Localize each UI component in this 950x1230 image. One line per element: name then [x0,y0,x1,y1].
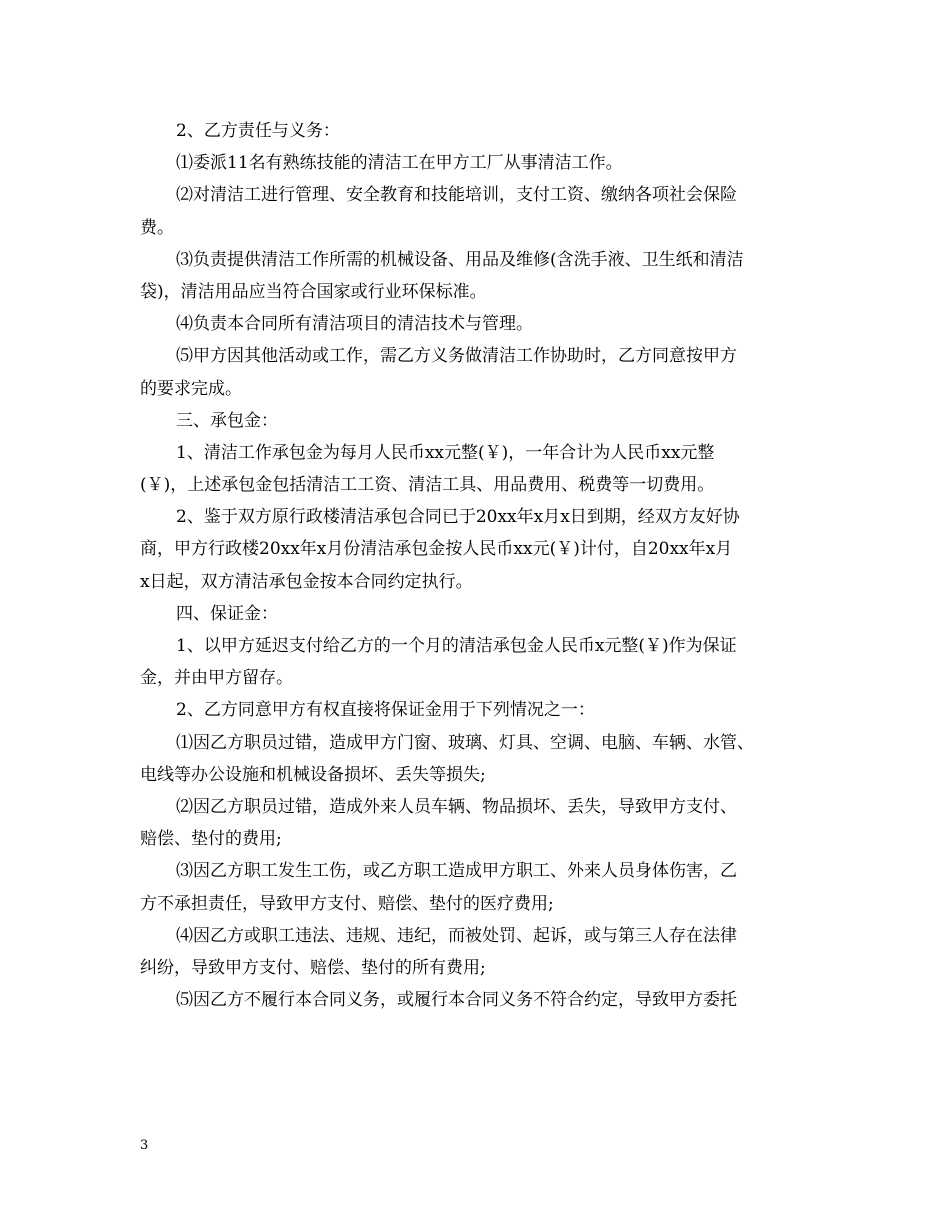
paragraph-line: 四、保证金： [176,603,278,624]
paragraph [140,791,820,855]
paragraph-line: 三、承包金： [176,410,278,431]
paragraph-line: (￥)，上述承包金包括清洁工工资、清洁工具、用品费用、税费等一切费用。 [140,475,715,496]
paragraph-line: ⑴因乙方职员过错，造成甲方门窗、玻璃、灯具、空调、电脑、车辆、水管、 [176,732,754,753]
paragraph-line: 赔偿、垫付的费用; [140,829,282,850]
paragraph-line: ⑸甲方因其他活动或工作，需乙方义务做清洁工作协助时，乙方同意按甲方 [176,346,737,367]
paragraph-line: 纠纷，导致甲方支付、赔偿、垫付的所有费用; [140,957,486,978]
paragraph [140,340,820,404]
paragraph [140,920,820,984]
paragraph-line: ⑶负责提供清洁工作所需的机械设备、用品及维修(含洗手液、卫生纸和清洁 [176,249,744,270]
paragraph-line: 2、乙方责任与义务： [176,121,340,141]
paragraph [140,308,820,340]
paragraph [140,147,820,179]
paragraph [140,179,820,243]
paragraph-line: 1、清洁工作承包金为每月人民币xx元整(￥)，一年合计为人民币xx元整 [176,442,715,463]
paragraph-line: 费。 [140,217,174,238]
paragraph-line: ⑵因乙方职员过错，造成外来人员车辆、物品损坏、丢失，导致甲方支付、 [176,796,737,817]
paragraph-line: ⑷因乙方或职工违法、违规、违纪，而被处罚、起诉，或与第三人存在法律 [176,925,737,946]
paragraph-line: 的要求完成。 [140,378,242,399]
paragraph-line: ⑷负责本合同所有清洁项目的清洁技术与管理。 [176,314,533,335]
paragraph-line: 2、乙方同意甲方有权直接将保证金用于下列情况之一： [176,700,595,721]
paragraph [140,437,820,501]
paragraph-line: ⑸因乙方不履行本合同义务，或履行本合同义务不符合约定，导致甲方委托 [176,990,737,1011]
paragraph [140,244,820,308]
paragraph-line: 方不承担责任，导致甲方支付、赔偿、垫付的医疗费用; [140,893,554,914]
paragraph-line: 金，并由甲方留存。 [140,668,293,689]
paragraph [140,598,820,630]
paragraph-line: ⑴委派11名有熟练技能的清洁工在甲方工厂从事清洁工作。 [176,153,623,174]
paragraph-line: ⑶因乙方职工发生工伤，或乙方职工造成甲方职工、外来人员身体伤害，乙 [176,861,737,882]
paragraph [140,694,820,726]
paragraph-line: 1、以甲方延迟支付给乙方的一个月的清洁承包金人民币x元整(￥)作为保证 [176,636,737,656]
paragraph-line: 袋)，清洁用品应当符合国家或行业环保标准。 [140,281,487,302]
paragraph [140,727,820,791]
paragraph [140,630,820,694]
paragraph [140,984,820,1016]
paragraph [140,405,820,437]
paragraph-line: ⑵对清洁工进行管理、安全教育和技能培训，支付工资、缴纳各项社会保险 [176,185,737,206]
document-body [140,115,820,1016]
paragraph [140,855,820,919]
paragraph [140,115,820,147]
paragraph-line: 电线等办公设施和机械设备损坏、丢失等损失; [140,764,486,785]
paragraph-line: x日起，双方清洁承包金按本合同约定执行。 [140,571,473,592]
paragraph-line: 2、鉴于双方原行政楼清洁承包合同已于20xx年x月x日到期，经双方友好协 [176,507,740,528]
paragraph [140,501,820,598]
page-number: 3 [140,1138,149,1153]
paragraph-line: 商，甲方行政楼20xx年x月份清洁承包金按人民币xx元(￥)计付，自20xx年x月 [140,539,733,560]
